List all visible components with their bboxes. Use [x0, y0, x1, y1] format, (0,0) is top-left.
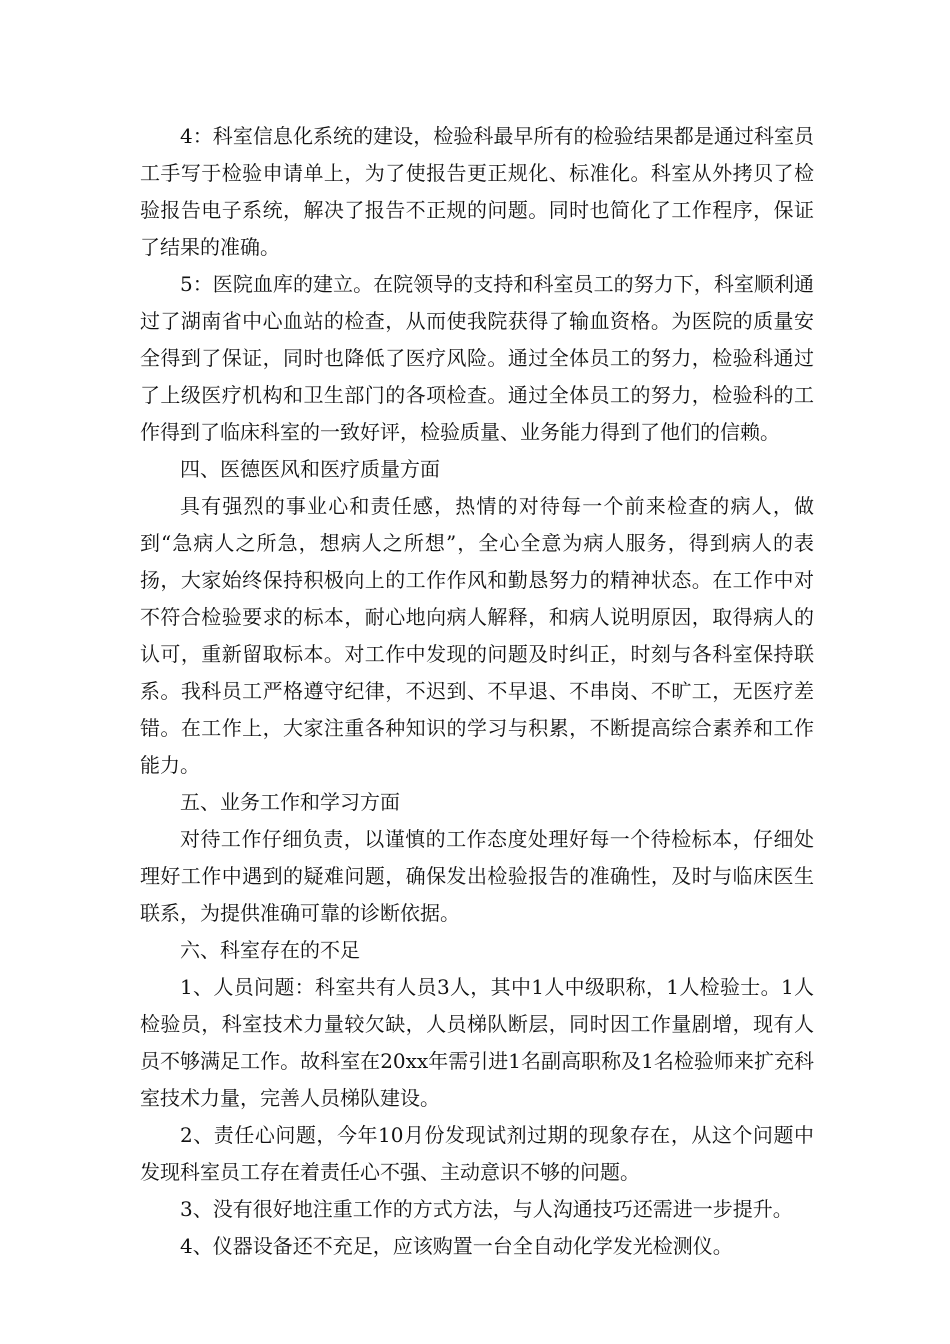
paragraph-responsibility-issue: 2、责任心问题，今年10月份发现试剂过期的现象存在，从这个问题中发现科室员工存在着责任心不强、主动意识不够的问题。 [140, 1123, 814, 1184]
paragraph-informatization: 4：科室信息化系统的建设，检验科最早所有的检验结果都是通过科室员工手写于检验申请单上，为了使报告更正规化、标准化。科室从外拷贝了检验报告电子系统，解决了报告不正规的问题。同时也简化了工作程序，保证了结果的准确。 [140, 124, 814, 259]
section-heading-medical-ethics: 四、医德医风和医疗质量方面 [180, 457, 440, 481]
section-heading-shortcomings: 六、科室存在的不足 [180, 938, 360, 962]
paragraph-business-study: 对待工作仔细负责，以谨慎的工作态度处理好每一个待检标本，仔细处理好工作中遇到的疑难问题，确保发出检验报告的准确性，及时与临床医生联系，为提供准确可靠的诊断依据。 [140, 827, 814, 925]
paragraph-equipment-issue: 4、仪器设备还不充足，应该购置一台全自动化学发光检测仪。 [180, 1234, 733, 1258]
paragraph-staffing-issue: 1、人员问题：科室共有人员3人，其中1人中级职称，1人检验士。1人检验员，科室技术力量较欠缺，人员梯队断层，同时因工作量剧增，现有人员不够满足工作。故科室在20xx年需引进1名副高职称及1名检验师来扩充科室技术力量，完善人员梯队建设。 [140, 975, 814, 1110]
paragraph-communication-issue: 3、没有很好地注重工作的方式方法，与人沟通技巧还需进一步提升。 [180, 1197, 793, 1221]
document-body [140, 118, 814, 1265]
paragraph-blood-bank: 5：医院血库的建立。在院领导的支持和科室员工的努力下，科室顺利通过了湖南省中心血站的检查，从而使我院获得了输血资格。为医院的质量安全得到了保证，同时也降低了医疗风险。通过全体员工的努力，检验科通过了上级医疗机构和卫生部门的各项检查。通过全体员工的努力，检验科的工作得到了临床科室的一致好评，检验质量、业务能力得到了他们的信赖。 [140, 272, 814, 444]
paragraph-medical-ethics: 具有强烈的事业心和责任感，热情的对待每一个前来检查的病人，做到“急病人之所急，想病人之所想”，全心全意为病人服务，得到病人的表扬，大家始终保持积极向上的工作作风和勤恳努力的精神状态。在工作中对不符合检验要求的标本，耐心地向病人解释，和病人说明原因，取得病人的认可，重新留取标本。对工作中发现的问题及时纠正，时刻与各科室保持联系。我科员工严格遵守纪律，不迟到、不早退、不串岗、不旷工，无医疗差错。在工作上，大家注重各种知识的学习与积累，不断提高综合素养和工作能力。 [140, 494, 814, 777]
section-heading-business-study: 五、业务工作和学习方面 [180, 790, 400, 814]
